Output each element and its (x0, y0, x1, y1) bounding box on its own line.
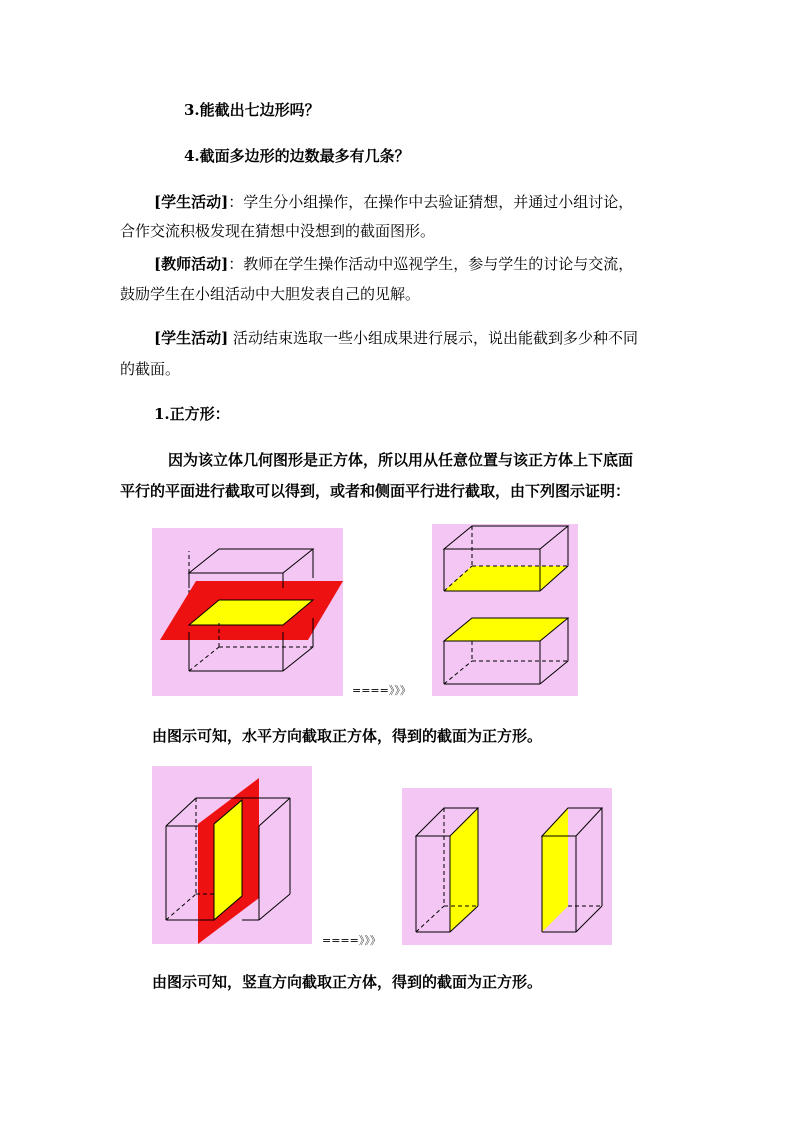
student-activity-2-text-2: 的截面。 (120, 360, 181, 378)
student-activity-text-2: 合作交流积极发现在猜想中没想到的截面图形。 (120, 222, 436, 240)
item-1-heading: 1.正方形： (154, 405, 230, 423)
horizontal-cut-cube-figure (152, 528, 343, 696)
student-activity-2-paragraph (154, 328, 638, 348)
student-activity-text-1: ：学生分小组操作，在操作中去验证猜想，并通过小组讨论， (228, 193, 634, 211)
question-3: 3.能截出七边形吗？ (184, 101, 320, 119)
conclusion-vertical: 由图示可知，竖直方向截取正方体，得到的截面为正方形。 (152, 973, 543, 991)
student-activity-2-text-1: 活动结束选取一些小组成果进行展示，说出能截到多少种不同 (228, 329, 638, 347)
vertical-cut-cube-figure (152, 766, 312, 944)
student-activity-2-label: [学生活动] (154, 329, 229, 347)
conclusion-horizontal: 由图示可知，水平方向截取正方体，得到的截面为正方形。 (152, 727, 543, 745)
explanation-line-2: 平行的平面进行截取可以得到，或者和侧面平行进行截取，由下列图示证明： (120, 482, 631, 500)
horizontal-cut-result-figure (432, 524, 578, 696)
student-activity-label: [学生活动] (154, 193, 229, 211)
teacher-activity-paragraph (154, 254, 633, 274)
vertical-cut-result-figure (402, 788, 612, 945)
teacher-activity-text-1: ：教师在学生操作活动中巡视学生，参与学生的讨论与交流， (228, 255, 634, 273)
teacher-activity-label: [教师活动] (154, 255, 229, 273)
student-activity-paragraph (154, 192, 633, 212)
teacher-activity-text-2: 鼓励学生在小组活动中大胆发表自己的见解。 (120, 285, 421, 303)
question-4: 4.截面多边形的边数最多有几条？ (184, 147, 410, 165)
explanation-line-1: 因为该立体几何图形是正方体，所以用从任意位置与该正方体上下底面 (168, 451, 634, 469)
arrow-1: ====》》》 (352, 684, 411, 697)
arrow-2: ====》》》 (322, 934, 381, 947)
